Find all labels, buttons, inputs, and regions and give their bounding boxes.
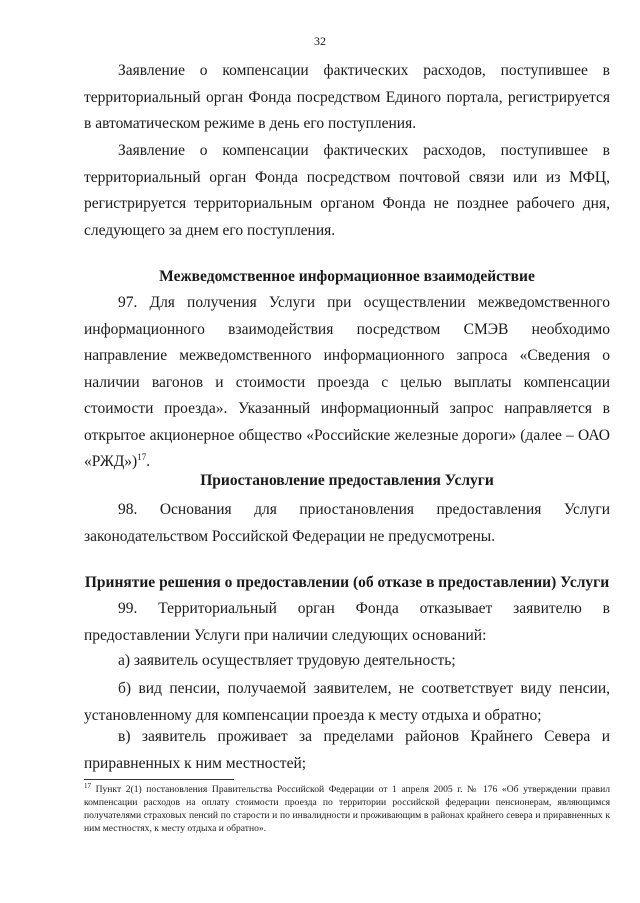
footnote-divider bbox=[84, 779, 234, 780]
paragraph-text bbox=[84, 290, 610, 476]
footnote-text: Пункт 2(1) постановления Правительства Российской Федерации от 1 апреля 2005 г. № 176 «Об утверждении правил компенсации расходов на оплату стоимости проезда по территории российской федерации пенсионерам, являющимся получателями страховых пенсий по старости и по инвалидности и проживающим в районах крайнего севера и приравненных к ним местностях, к месту отдыха и обратно». bbox=[84, 784, 610, 834]
section-heading-interagency bbox=[84, 264, 610, 290]
heading-text: Принятие решения о предоставлении (об отказе в предоставлении) Услуги bbox=[84, 574, 610, 591]
footnote-reference: 17 bbox=[137, 451, 147, 462]
paragraph-97 bbox=[84, 290, 610, 476]
paragraph-text: а) заявитель осуществляет трудовую деятельность; bbox=[118, 652, 456, 669]
paragraph-99-c bbox=[84, 724, 610, 777]
paragraph-text: 99. Территориальный орган Фонда отказывает заявителю в предоставлении Услуги при наличии следующих оснований: bbox=[84, 600, 610, 644]
section-heading-decision bbox=[84, 570, 610, 596]
footnote bbox=[84, 783, 610, 835]
paragraph-text: Заявление о компенсации фактических расходов, поступившее в территориальный орган Фонда посредством почтовой связи или из МФЦ, регистрируется территориальным органом Фонда не позднее рабочего дня, следующего за днем его поступления. bbox=[84, 142, 610, 239]
paragraph-text: б) вид пенсии, получаемой заявителем, не соответствует виду пенсии, установленному для компенсации проезда к месту отдыха и обратно; bbox=[84, 680, 610, 724]
section-heading-suspension bbox=[84, 468, 610, 494]
paragraph-97-text: 97. Для получения Услуги при осуществлении межведомственного информационного взаимодействия посредством СМЭВ необходимо направление межведомственного информационного запроса «Сведения о наличии вагонов и стоимости проезда с целью выплаты компенсации стоимости проезда». Указанный информационный запрос направляется в открытое акционерное общество «Российские железные дороги» (далее – ОАО «РЖД») bbox=[84, 294, 610, 470]
heading-text: Межведомственное информационное взаимодействие bbox=[159, 268, 535, 285]
paragraph-text: в) заявитель проживает за пределами районов Крайнего Севера и приравненных к ним местностей; bbox=[84, 728, 610, 772]
paragraph-portal-registration bbox=[84, 58, 610, 138]
footnote-mark: 17 bbox=[84, 781, 91, 790]
paragraph-98 bbox=[84, 497, 610, 550]
paragraph-99-b bbox=[84, 676, 610, 729]
paragraph-99 bbox=[84, 596, 610, 649]
paragraph-post-registration bbox=[84, 138, 610, 244]
paragraph-99-a bbox=[84, 648, 610, 675]
paragraph-text: 98. Основания для приостановления предоставления Услуги законодательством Российской Федерации не предусмотрены. bbox=[84, 501, 610, 545]
paragraph-text: Заявление о компенсации фактических расходов, поступившее в территориальный орган Фонда посредством Единого портала, регистрируется в автоматическом режиме в день его поступления. bbox=[84, 62, 610, 132]
page-number: 32 bbox=[314, 34, 326, 48]
paragraph-97-end: . bbox=[146, 453, 151, 470]
heading-text: Приостановление предоставления Услуги bbox=[200, 472, 494, 489]
